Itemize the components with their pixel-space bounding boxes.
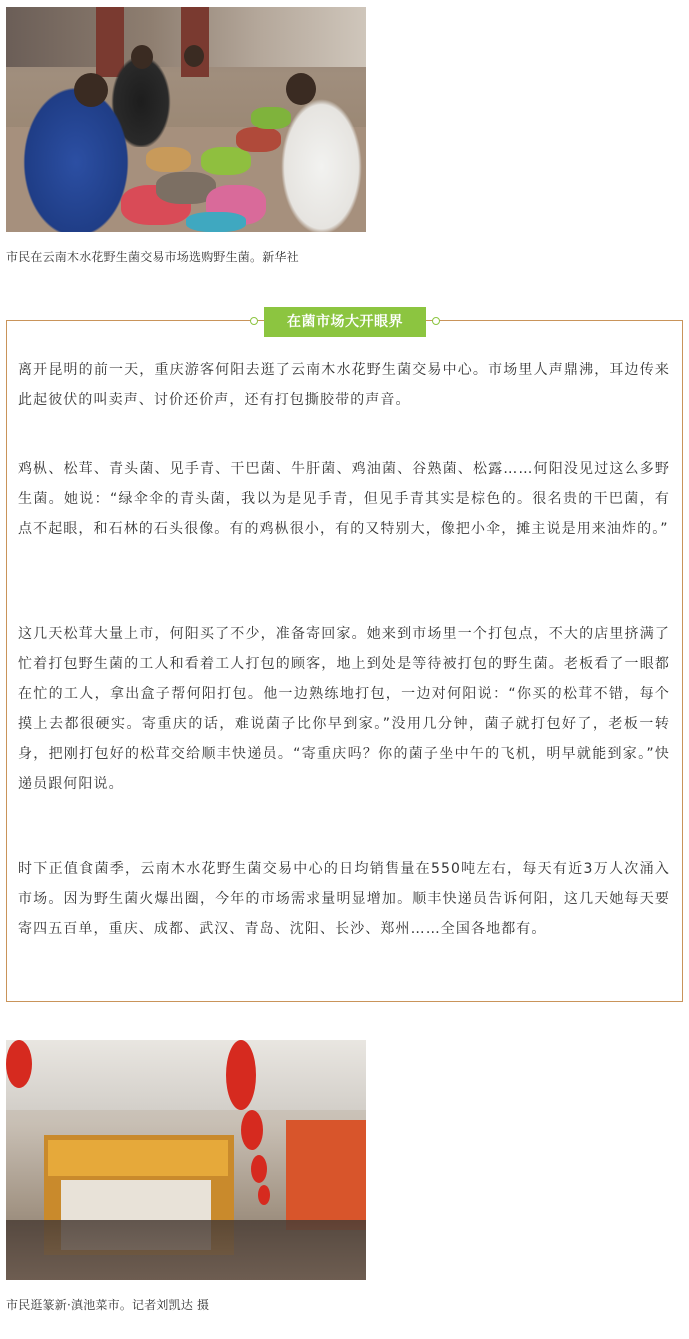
- decorative-circle-icon: [250, 317, 258, 325]
- paragraph: 离开昆明的前一天，重庆游客何阳去逛了云南木水花野生菌交易中心。市场里人声鼎沸，耳边传来此起彼伏的叫卖声、讨价还价声，还有打包撕胶带的声音。: [18, 362, 670, 408]
- food-market-photo: [6, 1040, 366, 1280]
- market-photo: [6, 7, 366, 232]
- photo-caption: 市民在云南木水花野生菌交易市场选购野生菌。新华社: [6, 250, 299, 264]
- decorative-circle-icon: [432, 317, 440, 325]
- paragraph: 时下正值食菌季，云南木水花野生菌交易中心的日均销售量在550吨左右，每天有近3万人次涌入市场。因为野生菌火爆出圈，今年的市场需求量明显增加。顺丰快递员告诉何阳，这几天她每天要寄四五百单，重庆、成都、武汉、青岛、沈阳、长沙、郑州……全国各地都有。: [18, 861, 670, 937]
- photo-caption: 市民逛篆新·滇池菜市。记者刘凯达 摄: [6, 1298, 210, 1312]
- paragraph: 鸡枞、松茸、青头菌、见手青、干巴菌、牛肝菌、鸡油菌、谷熟菌、松露……何阳没见过这么多野生菌。她说：“绿伞伞的青头菌，我以为是见手青，但见手青其实是棕色的。很名贵的干巴菌，有点不起眼，和石林的石头很像。有的鸡枞很小，有的又特别大，像把小伞，摊主说是用来油炸的。”: [18, 461, 670, 537]
- section-title: 在菌市场大开眼界: [264, 307, 426, 337]
- section-header: [250, 307, 440, 337]
- paragraph: 这几天松茸大量上市，何阳买了不少，准备寄回家。她来到市场里一个打包点，不大的店里挤满了忙着打包野生菌的工人和看着工人打包的顾客，地上到处是等待被打包的野生菌。老板看了一眼都在忙的工人，拿出盒子帮何阳打包。他一边熟练地打包，一边对何阳说：“你买的松茸不错，每个摸上去都很硬实。寄重庆的话，难说菌子比你早到家。”没用几分钟，菌子就打包好了，老板一转身，把刚打包好的松茸交给顺丰快递员。“寄重庆吗？你的菌子坐中午的飞机，明早就能到家。”快递员跟何阳说。: [18, 626, 670, 792]
